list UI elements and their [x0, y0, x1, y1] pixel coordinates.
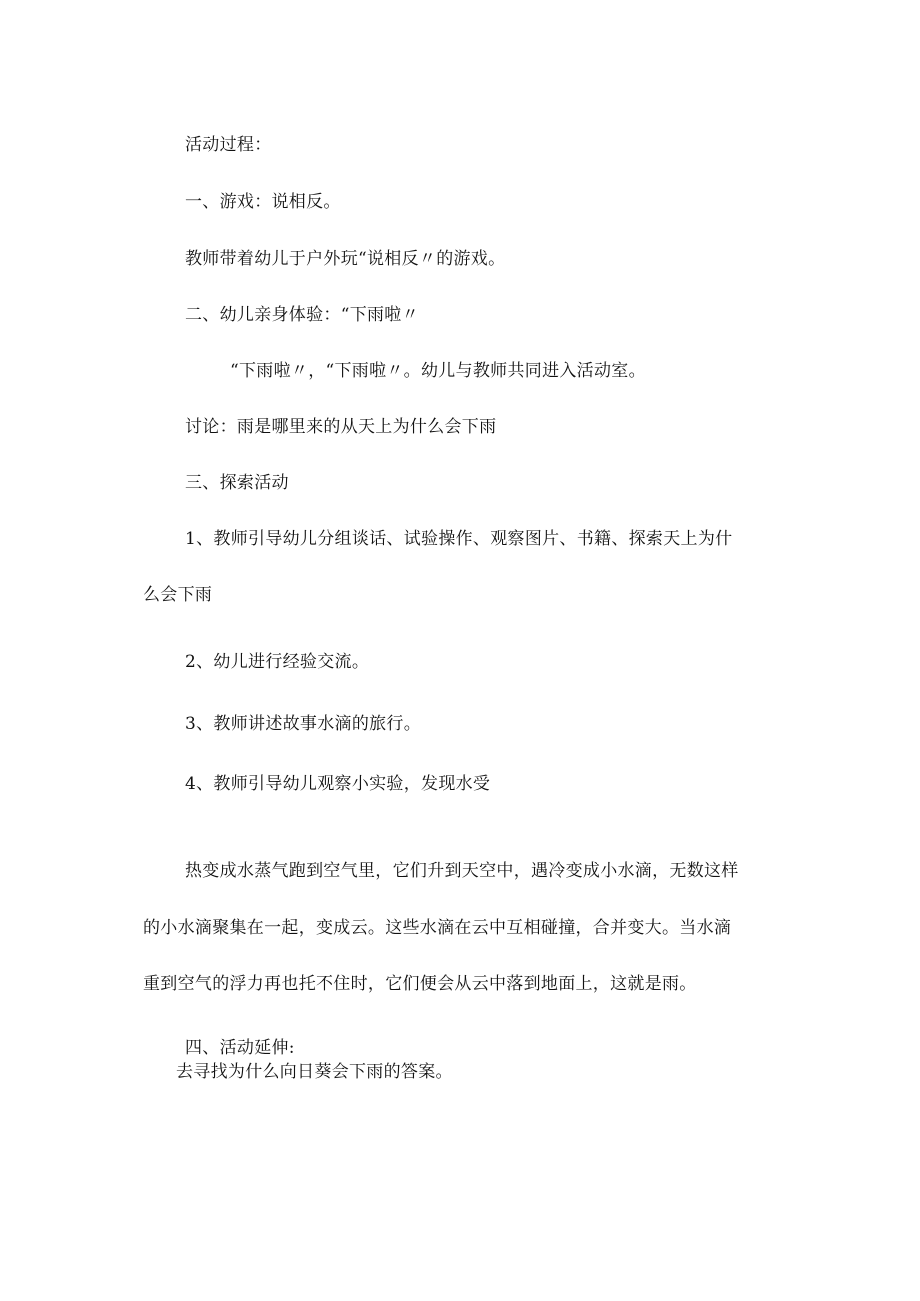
list-item-1-line-2: 么会下雨 — [143, 585, 213, 605]
paragraph-extension: 去寻找为什么向日葵会下雨的答案。 — [176, 1062, 453, 1082]
paragraph-rain-line-3: 重到空气的浮力再也托不住时，它们便会从云中落到地面上，这就是雨。 — [143, 974, 697, 994]
section-heading-game: 一、游戏：说相反。 — [185, 192, 341, 212]
section-heading-process: 活动过程： — [185, 135, 272, 155]
paragraph-rain-line-1: 热变成水蒸气跑到空气里，它们升到天空中，遇冷变成小水滴，无数这样 — [185, 861, 739, 881]
section-heading-extension: 四、活动延伸: — [185, 1038, 295, 1058]
section-heading-explore: 三、探索活动 — [185, 473, 289, 493]
list-item-3: 3、教师讲述故事水滴的旅行。 — [185, 714, 422, 734]
list-item-4: 4、教师引导幼儿观察小实验，发现水受 — [185, 774, 491, 794]
list-item-1-line-1: 1、教师引导幼儿分组谈话、试验操作、观察图片、书籍、探索天上为什 — [185, 529, 733, 549]
paragraph-discussion: 讨论：雨是哪里来的从天上为什么会下雨 — [185, 417, 497, 437]
section-heading-experience: 二、幼儿亲身体验：“下雨啦〃 — [185, 305, 419, 325]
paragraph-experience: “下雨啦〃，“下雨啦〃。幼儿与教师共同进入活动室。 — [230, 361, 646, 381]
list-item-2: 2、幼儿进行经验交流。 — [185, 652, 370, 672]
paragraph-rain-line-2: 的小水滴聚集在一起，变成云。这些水滴在云中互相碰撞，合并变大。当水滴 — [143, 918, 732, 938]
paragraph-game-description: 教师带着幼儿于户外玩“说相反〃的游戏。 — [185, 249, 506, 269]
